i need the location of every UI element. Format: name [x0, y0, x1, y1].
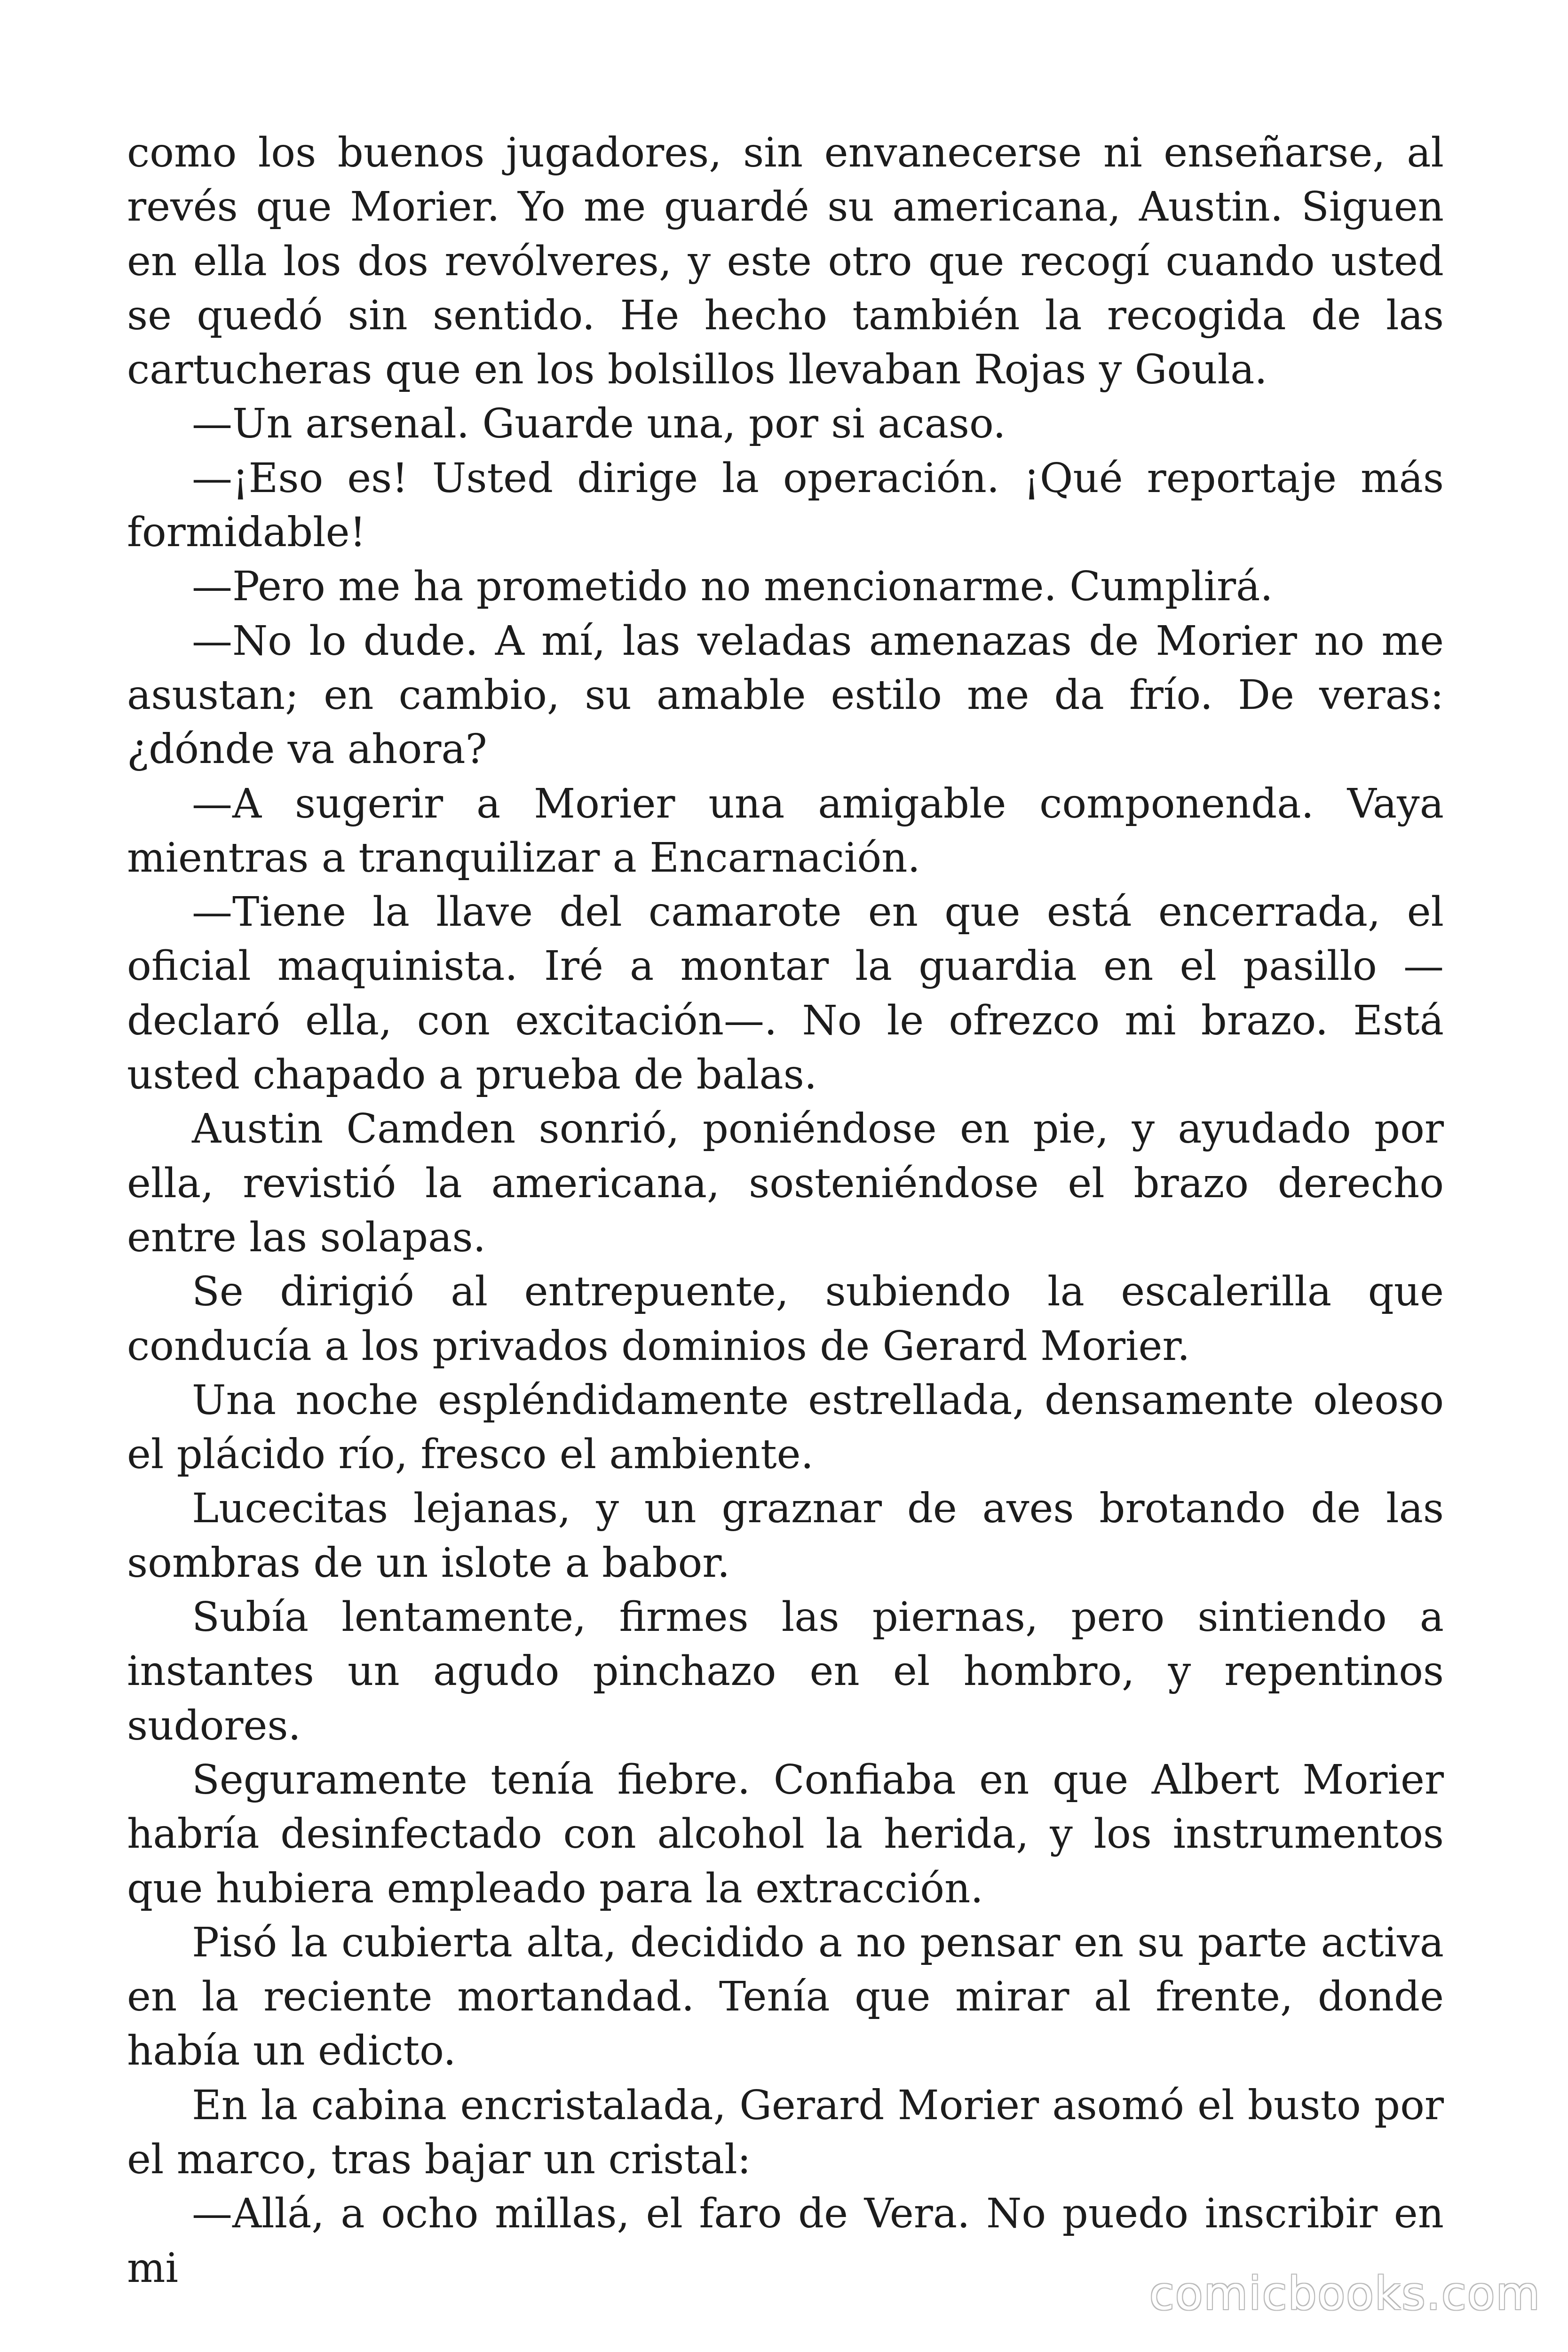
paragraph-8: Austin Camden sonrió, poniéndose en pie, y ayudado por ella, revistió la americana, sosteniéndose el brazo derecho entre las solapas. — [127, 1105, 1444, 1261]
paragraph-5: —No lo dude. A mí, las veladas amenazas de Morier no me asustan; en cambio, su amable estilo me da frío. De veras: ¿dónde va ahora? — [127, 617, 1444, 773]
paragraph-2: —Un arsenal. Guarde una, por si acaso. — [192, 400, 1006, 448]
paragraph-13: Seguramente tenía fiebre. Confiaba en que Albert Morier habría desinfectado con alcohol la herida, y los instrumentos que hubiera empleado para la extracción. — [127, 1756, 1444, 1912]
paragraph-6: —A sugerir a Morier una amigable componenda. Vaya mientras a tranquilizar a Encarnación. — [127, 780, 1444, 882]
paragraph-14: Pisó la cubierta alta, decidido a no pensar en su parte activa en la reciente mortandad. Tenía que mirar al frente, donde había un edicto. — [127, 1919, 1444, 2075]
watermark: comicbooks.com — [1149, 2267, 1541, 2320]
paragraph-16: —Allá, a ocho millas, el faro de Vera. No puedo inscribir en mi — [127, 2190, 1444, 2292]
paragraph-10: Una noche espléndidamente estrellada, densamente oleoso el plácido río, fresco el ambiente. — [127, 1376, 1444, 1478]
paragraph-12: Subía lentamente, firmes las piernas, pero sintiendo a instantes un agudo pinchazo en el hombro, y repentinos sudores. — [127, 1594, 1444, 1749]
paragraph-15: En la cabina encristalada, Gerard Morier asomó el busto por el marco, tras bajar un cristal: — [127, 2082, 1444, 2183]
paragraph-7: —Tiene la llave del camarote en que está encerrada, el oficial maquinista. Iré a montar la guardia en el pasillo —declaró ella, con excitación—. No le ofrezco mi brazo. Está usted chapado a prueba de balas. — [127, 889, 1444, 1099]
page-text — [127, 126, 1444, 2296]
paragraph-1: como los buenos jugadores, sin envanecerse ni enseñarse, al revés que Morier. Yo me guardé su americana, Austin. Siguen en ella los dos revólveres, y este otro que recogí cuando usted se quedó sin sentido. He hecho también la recogida de las cartucheras que en los bolsillos llevaban Rojas y Goula. — [127, 129, 1444, 394]
paragraph-9: Se dirigió al entrepuente, subiendo la escalerilla que conducía a los privados dominios de Gerard Morier. — [127, 1268, 1444, 1370]
paragraph-11: Lucecitas lejanas, y un graznar de aves brotando de las sombras de un islote a babor. — [127, 1485, 1444, 1587]
paragraph-4: —Pero me ha prometido no mencionarme. Cumplirá. — [192, 563, 1273, 611]
paragraph-3: —¡Eso es! Usted dirige la operación. ¡Qué reportaje más formidable! — [127, 454, 1444, 556]
